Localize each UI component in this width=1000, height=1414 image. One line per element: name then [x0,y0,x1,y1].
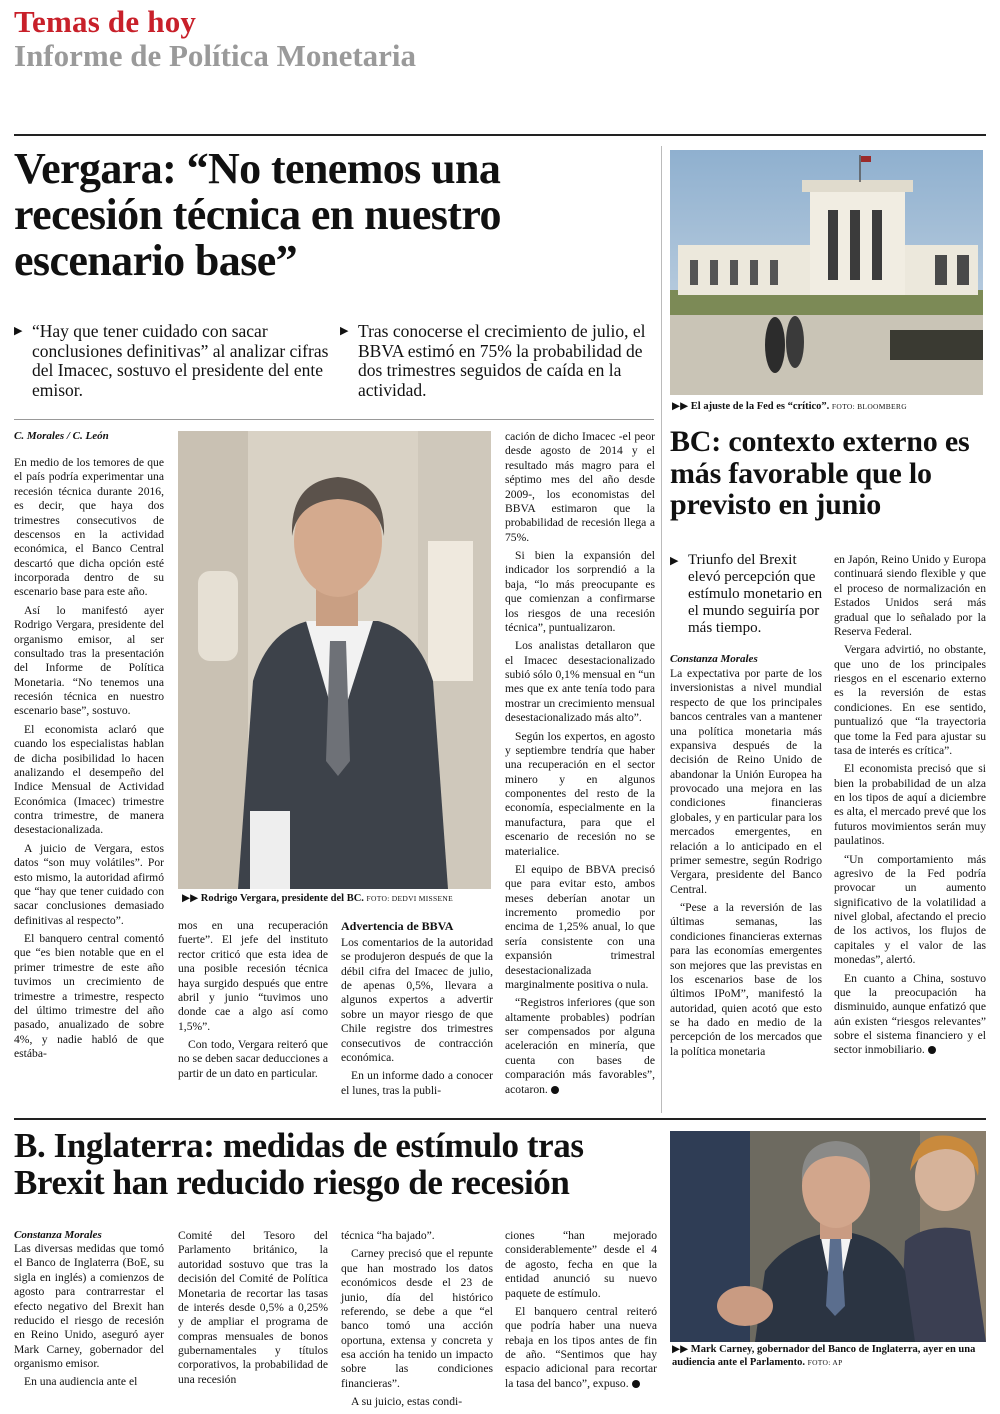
article-3-column-2 [178,1229,328,1391]
top-rule [14,134,986,136]
paragraph: Carney precisó que el repunte que han mostrado los datos económicos desde el 23 de junio, día del histórico referendo, se debe a que “el banco tomó una acción oportuna, extensa y concreta y esa acción ha tenido un impacto sobre las condiciones financieras”. [341,1247,493,1390]
paragraph: En una audiencia ante el [24,1375,138,1389]
paragraph: Según los expertos, en agosto y septiembre tendría que haber una recuperación en el sector minero y en algunos componentes del resto de la economía, especialmente en la manufactura, para que el escenario de recesión no se materialice. [505,729,655,858]
paragraph: Si bien la expansión del indicador los sorprendió a la baja, “lo más preocupante es que comienzan a confirmarse los riesgos de una recesión técnica”, puntualizaron. [505,549,655,634]
article-3-column-3 [341,1229,493,1414]
end-mark-icon [632,1380,640,1388]
paragraph: Las diversas medidas que tomó el Banco de Inglaterra (BoE, su sigla en inglés) a comienzos de agosto para contrarrestar el efecto negativo del Brexit han reducido el riesgo de recesión en Reino Unido, aseguró ayer Mark Carney, gobernador del organismo emisor. [14,1242,164,1370]
carney-photo-caption: ▶▶ Mark Carney, gobernador del Banco de Inglaterra, ayer en una audiencia ante el Parlamento. FOTO: AP [672,1344,976,1368]
caption-arrow-icon: ▶▶ [672,401,689,412]
article-1-headline: Vergara: “No tenemos una recesión técnica en nuestro escenario base” [14,144,501,286]
paragraph: técnica “ha bajado”. [341,1229,435,1242]
column-divider [661,146,662,1113]
article-3-column-4 [505,1229,657,1395]
paragraph: Los analistas detallaron que el Imacec desestacionalizado subió sólo 0,1% mensual en “un mes que ex ante tenía todo para mostrar un crecimiento mensual desestacionalizado más alto”. [505,639,655,725]
article-3-headline: B. Inglaterra: medidas de estímulo tras Brexit han reducido riesgo de recesión [14,1126,584,1202]
caption-arrow-icon: ▶▶ [672,1344,689,1355]
paragraph: En cuanto a China, sostuvo que la preocupación ha disminuido, aunque enfatizó que aún existen “riesgos relevantes” sobre el sistema financiero y el sector inmobiliario. [834,971,986,1057]
bullet-triangle-icon: ▶ [340,325,349,337]
vergara-photo-caption: ▶▶ Rodrigo Vergara, presidente del BC. FOTO: DEDVI MISSENE [182,893,453,904]
article-1-column-2 [178,919,328,1085]
article-3-column-1 [14,1242,164,1394]
section-subtitle: Informe de Política Monetaria [14,38,417,73]
article-1-deck-2: ▶ Tras conocerse el crecimiento de julio, el BBVA estimó en 75% la probabilidad de dos trimestres seguidos de caída en la actividad. [340,321,646,400]
bullet-triangle-icon: ▶ [14,325,23,337]
vergara-photo [178,431,491,889]
end-mark-icon [551,1086,559,1094]
article-1-column-1 [14,456,164,1065]
article-2-column-1 [670,667,822,1063]
paragraph: En un informe dado a conocer el lunes, tras la publi- [341,1069,493,1097]
article-1-deck-1: ▶ “Hay que tener cuidado con sacar conclusiones definitivas” al analizar cifras del Imacec, sostuvo el presidente del ente emisor. [14,321,329,400]
article-2-byline: Constanza Morales [670,653,758,665]
paragraph: La expectativa por parte de los inversionistas a nivel mundial respecto de que los principales bancos centrales van a mantener una política monetaria más expansiva después de la decisión de Reino Unido de abandonar la Unión Europea ha provocado una mejora en las condiciones financieras globales, y en particular para los mercados emergentes, en relación a lo anticipado en el primer semestre, según Rodrigo Vergara, presidente del Banco Central. [670,667,822,896]
article-1-column-4 [505,430,655,1101]
paragraph: Con todo, Vergara reiteró que no se deben sacar deducciones a partir de un dato en particular. [178,1038,328,1080]
caption-arrow-icon: ▶▶ [182,893,199,904]
fed-building-photo [670,150,983,395]
paragraph: El economista precisó que si bien la probabilidad de un alza en los tipos de aquí a diciembre es alta, el mercado prevé que los futuros movimientos serán muy paulatinos. [834,762,986,848]
paragraph: El banquero central comentó que “es bien notable que en el primer trimestre de este año tuvimos un crecimiento de trimestre a trimestre, respecto del último trimestre del año pasado, anualizado de sobre 4%, y nadie habló de que estába- [14,932,164,1060]
paragraph: En medio de los temores de que el país podría experimentar una recesión técnica durante 2016, es decir, que haya dos trimestres consecutivos de descensos en la actividad económica, el Banco Central descartó que dicha opción esté incorporada dentro de su escenario base para este año. [14,456,164,599]
paragraph: Vergara advirtió, no obstante, que uno de los principales riesgos en el escenario externo es la reversión de estas condiciones. En ese sentido, puntualizó que “la trayectoria que tome la Fed para ajustar su tasa de interés es crítica”. [834,643,986,757]
paragraph: cación de dicho Imacec -el peor desde agosto de 2014 y el resultado más magro para el séptimo mes del año desde 2009-, los economistas del BBVA estimaron que la probabilidad de recesión llega a 75%. [505,430,655,544]
article-2-headline: BC: contexto externo es más favorable que lo previsto en junio [670,425,970,521]
paragraph: Los comentarios de la autoridad se produjeron después de que la débil cifra del Imacec de julio, de apenas 0,5%, llevara a algunos expertos a advertir sobre un mayor riesgo de que Chile registre dos trimestres consecutivos de contracción económica. [341,935,493,1064]
paragraph: en Japón, Reino Unido y Europa continuará siendo flexible y que el proceso de normalización en Estados Unidos será más gradual que lo señalado por la Reserva Federal. [834,553,986,638]
paragraph: El banquero central reiteró que podría haber una nueva rebaja en los tipos antes de fin de año. “Sentimos que hay espacio adicional para recortar la tasa del banco”, expuso. [505,1304,657,1390]
subhead-bbva: Advertencia de BBVA [341,919,454,933]
article-1-column-3 [341,919,493,1102]
paragraph: “Un comportamiento más agresivo de la Fed podría provocar un aumento significativo de la volatilidad a nivel global, afectando el precio de los activos, los flujos de capitales y el valor de las monedas”, alertó. [834,852,986,967]
paragraph: mos en una recuperación fuerte”. El jefe del instituto rector criticó que esta idea de una posible recesión técnica haya surgido después que entre abril y junio “tuvimos uno donde cae a algo así como 1,5%”. [178,919,328,1033]
article-2-deck: ▶ Triunfo del Brexit elevó percepción que estímulo monetario en el mundo seguiría por más tiempo. [670,552,823,636]
paragraph: A su juicio, estas condi- [351,1395,463,1409]
paragraph: ciones “han mejorado considerablemente” desde el 4 de agosto, fecha en que la entidad anunció su nuevo paquete de estímulo. [505,1229,657,1300]
bullet-triangle-icon: ▶ [670,555,679,567]
article-2-column-2 [834,553,986,1062]
paragraph: “Registros inferiores (que son altamente probables) podrían ser compensados por alguna aceleración en minería, que cuenta con bases de comparación más favorables”, acotaron. [505,996,655,1096]
paragraph: “Pese a la reversión de las últimas semanas, las condiciones financieras externas para las economías emergentes son mejores que las previstas en los escenarios base de los últimos IPoM”, manifestó la autoridad, quien acotó que esto se ha dado en medio de la percepción de los mercados que la política monetaria [670,901,822,1058]
section-title: Temas de hoy [14,4,197,39]
paragraph: A juicio de Vergara, estos datos “son muy volátiles”. Por esto mismo, la autoridad afirmó que “hay que tener cuidado con sacar conclusiones demasiado definitivas al respecto”. [14,841,164,927]
paragraph: El economista aclaró que cuando los especialistas hablan de dicha posibilidad lo hacen analizando el desempeño del Indice Mensual de Actividad Económica (Imacec) trimestre contra trimestre, de manera desestacionalizada. [14,722,164,837]
fed-photo-caption: ▶▶ El ajuste de la Fed es “crítico”. FOTO: BLOOMBERG [672,401,907,412]
article-3-byline: Constanza Morales [14,1229,102,1241]
paragraph: El equipo de BBVA precisó que para evitar esto, ambos meses deberían anotar un incremento promedio por encima de 1,25% anual, lo que sería consistente con una expansión trimestral desestacionalizada marginalmente positiva o nula. [505,862,655,991]
end-mark-icon [928,1046,936,1054]
paragraph: Así lo manifestó ayer Rodrigo Vergara, presidente del organismo emisor, al ser consultado tras la presentación del Informe de Política Monetaria. “No tenemos una recesión técnica en nuestro escenario base”, sostuvo. [14,603,164,718]
bottom-section-rule [14,1118,986,1120]
deck-rule [14,419,654,420]
paragraph: Comité del Tesoro del Parlamento británico, la autoridad sostuvo que tras la decisión del Comité de Política Monetaria de recortar las tasas de interés desde 0,5% a 0,25% y de ampliar el programa de compras mensuales de bonos gubernamentales y títulos corporativos, la probabilidad de una recesión [178,1229,328,1386]
article-1-byline: C. Morales / C. León [14,430,109,442]
carney-photo [670,1131,986,1342]
